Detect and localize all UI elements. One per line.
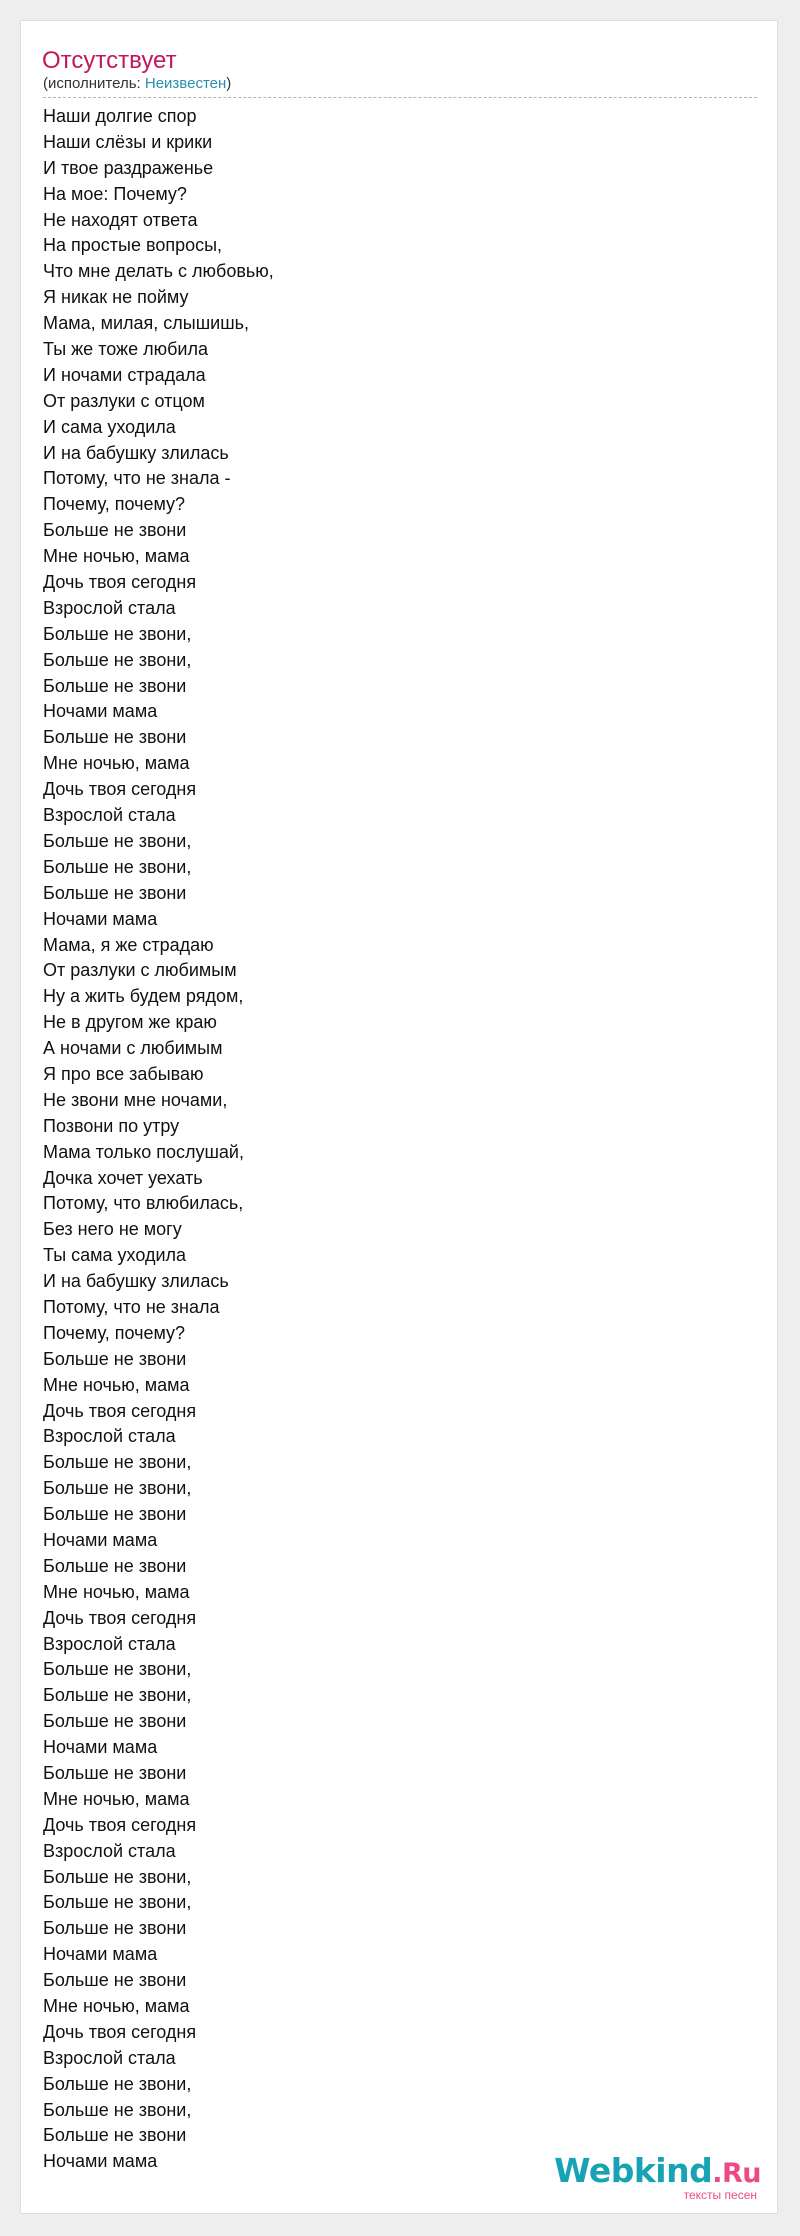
logo-tagline: тексты песен [683, 2188, 757, 2202]
lyrics-line: Ночами мама [43, 1529, 158, 1550]
lyrics-line: Не звони мне ночами, [43, 1089, 228, 1110]
lyrics-line: Наши долгие спор [43, 106, 197, 126]
lyrics-line: Больше не звони [43, 1763, 187, 1783]
artist-prefix: (исполнитель: [43, 75, 145, 92]
lyrics-line: Взрослой стала [43, 1633, 176, 1654]
lyrics-line: Ночами мама [43, 1944, 158, 1965]
artist-suffix: ) [226, 75, 232, 92]
logo-wordmark [554, 2153, 761, 2192]
lyrics-line: Почему, почему? [43, 494, 186, 515]
lyrics-line: Потому, что не знала - [43, 468, 231, 489]
lyrics-line: Взрослой стала [43, 597, 176, 618]
lyrics-line: Мне ночью, мама [43, 546, 190, 567]
lyrics-line: На простые вопросы, [43, 235, 223, 256]
lyrics-line: Больше не звони, [43, 830, 192, 851]
lyrics-line: Мама, милая, слышишь, [43, 313, 250, 334]
artist-link[interactable]: Неизвестен [144, 75, 227, 92]
lyrics-line: Без него не могу [43, 1219, 182, 1240]
lyrics-line: Мне ночью, мама [43, 1581, 190, 1602]
lyrics-line: Больше не звони, [43, 2073, 192, 2094]
lyrics-text [43, 104, 274, 2175]
lyrics-line: Не находят ответа [43, 209, 198, 230]
lyrics-line: Больше не звони [43, 1918, 187, 1939]
lyrics-line: Больше не звони [43, 1504, 187, 1525]
lyrics-line: Наши слёзы и крики [43, 131, 213, 152]
lyrics-line: Взрослой стала [43, 805, 176, 826]
lyrics-line: Ночами мама [43, 908, 158, 929]
lyrics-line: Позвони по утру [43, 1115, 180, 1136]
lyrics-line: Больше не звони [43, 727, 187, 748]
lyrics-line: Что мне делать с любовью, [43, 261, 274, 282]
lyrics-line: Почему, почему? [43, 1322, 186, 1343]
lyrics-line: На мое: Почему? [43, 183, 187, 204]
artist-line [43, 73, 757, 98]
lyrics-line: Взрослой стала [43, 1840, 176, 1861]
lyrics-line: Больше не звони, [43, 1659, 192, 1680]
lyrics-line: И сама уходила [43, 416, 176, 437]
lyrics-line: Дочь твоя сегодня [43, 1400, 197, 1421]
lyrics-line: От разлуки с любимым [43, 960, 237, 981]
lyrics-line: И твое раздраженье [43, 157, 214, 178]
lyrics-line: Больше не звони [43, 1970, 187, 1991]
lyrics-line: Взрослой стала [43, 2047, 176, 2068]
lyrics-line: Больше не звони, [43, 856, 192, 877]
lyrics-line: Больше не звони, [43, 623, 192, 644]
lyrics-line: Ночами мама [43, 701, 158, 722]
song-title: Отсутствует [42, 47, 177, 74]
lyrics-line: Ты сама уходила [43, 1245, 187, 1266]
lyrics-line: Ты же тоже любила [43, 339, 208, 360]
lyrics-line: И на бабушку злилась [43, 1271, 229, 1292]
lyrics-line: Я про все забываю [43, 1063, 204, 1084]
lyrics-line: Больше не звони [43, 1348, 187, 1369]
lyrics-line: Мама, я же страдаю [43, 934, 214, 955]
lyrics-line: Ну а жить будем рядом, [43, 986, 244, 1007]
lyrics-line: А ночами с любимым [43, 1038, 223, 1059]
lyrics-line: Дочка хочет уехать [43, 1167, 203, 1188]
lyrics-line: Больше не звони [43, 2125, 187, 2146]
lyrics-line: Дочь твоя сегодня [43, 2021, 197, 2042]
lyrics-card [20, 20, 778, 2214]
logo-suffix: .Ru [712, 2158, 761, 2189]
lyrics-line: Мне ночью, мама [43, 1996, 190, 2017]
lyrics-line: Дочь твоя сегодня [43, 779, 197, 800]
lyrics-line: Дочь твоя сегодня [43, 572, 197, 593]
lyrics-line: Больше не звони, [43, 1452, 192, 1473]
lyrics-line: Ночами мама [43, 2151, 158, 2172]
lyrics-line: И на бабушку злилась [43, 442, 229, 463]
lyrics-line: Мама только послушай, [43, 1141, 244, 1162]
lyrics-line: Ночами мама [43, 1737, 158, 1758]
lyrics-line: И ночами страдала [43, 364, 206, 385]
lyrics-line: От разлуки с отцом [43, 390, 205, 411]
lyrics-line: Больше не звони, [43, 2099, 192, 2120]
lyrics-line: Потому, что влюбилась, [43, 1193, 244, 1214]
logo-name: Webkind [554, 2151, 713, 2190]
lyrics-line: Больше не звони, [43, 1685, 192, 1706]
lyrics-line: Дочь твоя сегодня [43, 1607, 197, 1628]
lyrics-line: Я никак не пойму [43, 287, 189, 308]
lyrics-line: Больше не звони, [43, 1892, 192, 1913]
lyrics-line: Взрослой стала [43, 1426, 176, 1447]
site-logo[interactable] [554, 2153, 761, 2201]
lyrics-line: Потому, что не знала [43, 1296, 220, 1317]
lyrics-line: Мне ночью, мама [43, 1374, 190, 1395]
lyrics-line: Не в другом же краю [43, 1012, 217, 1033]
lyrics-line: Больше не звони, [43, 1478, 192, 1499]
lyrics-line: Мне ночью, мама [43, 1788, 190, 1809]
lyrics-line: Больше не звони, [43, 649, 192, 670]
lyrics-line: Больше не звони [43, 520, 187, 541]
lyrics-line: Больше не звони [43, 1555, 187, 1576]
lyrics-line: Больше не звони, [43, 1866, 192, 1887]
lyrics-line: Мне ночью, мама [43, 753, 190, 774]
lyrics-line: Дочь твоя сегодня [43, 1814, 197, 1835]
lyrics-line: Больше не звони [43, 882, 187, 903]
lyrics-line: Больше не звони [43, 675, 187, 696]
lyrics-line: Больше не звони [43, 1711, 187, 1732]
